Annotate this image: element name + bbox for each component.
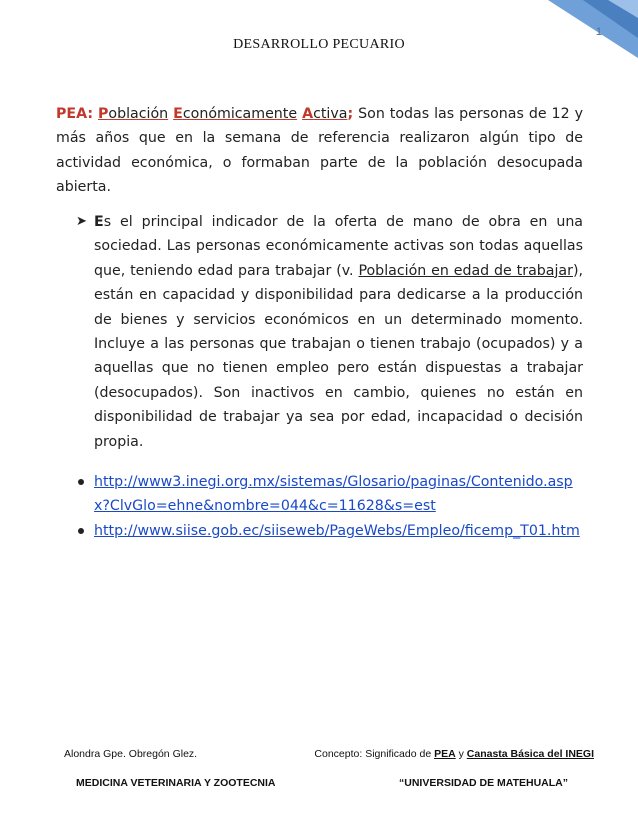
- definition-term: PEA:: [56, 106, 94, 122]
- bullet-text-before: s el principal indicador de la oferta de mano de obra en una sociedad. Las personas económicamente activas son todas aquellas que, teniendo edad para trabajar (v.: [94, 214, 583, 279]
- header-title: DESARROLLO PECUARIO: [233, 37, 405, 52]
- siise-link[interactable]: http://www.siise.gob.ec/siiseweb/PageWebs/Empleo/ficemp_T01.htm: [94, 522, 580, 539]
- definition-word-1: Población: [98, 106, 169, 122]
- definition-paragraph: [56, 102, 583, 200]
- bullet-dot-icon: [78, 528, 84, 534]
- inegi-link[interactable]: http://www3.inegi.org.mx/sistemas/Glosario/paginas/Contenido.aspx?ClvGlo=ehne&nombre=044&c=11628&s=est: [94, 474, 573, 515]
- footer-author: Alondra Gpe. Obregón Glez.: [64, 748, 198, 760]
- bullet-dot-icon: [78, 479, 84, 485]
- definition-separator: ;: [347, 106, 354, 122]
- arrow-bullet-icon: ➤: [76, 214, 87, 229]
- list-item: [76, 470, 586, 519]
- bullet-first-letter: E: [94, 214, 104, 230]
- footer-concept: Concepto: Significado de PEA y Canasta Básica del INEGI: [314, 748, 594, 760]
- bullet-reference: Población en edad de trabajar: [358, 262, 573, 279]
- bullet-text-after: ), están en capacidad y disponibilidad para dedicarse a la producción de bienes y servicios económicos en un determinado momento. Incluye a las personas que trabajan o tienen trabajo (ocupados) y a aquellas que no tienen empleo pero están dispuestas a trabajar (desocupados). Son inactivos en cambio, quienes no están en disponibilidad de trabajar ya sea por edad, incapacidad o decisión propia.: [94, 262, 583, 450]
- definition-text: Son todas las personas de 12 y más años que en la semana de referencia realizaron algún tipo de actividad económica, o formaban parte de la población desocupada abierta.: [56, 106, 583, 196]
- footer-career: MEDICINA VETERINARIA Y ZOOTECNIA: [76, 777, 276, 789]
- page-number: 1: [595, 26, 602, 38]
- list-item: [76, 519, 586, 543]
- footer-university: “UNIVERSIDAD DE MATEHUALA”: [399, 777, 568, 789]
- definition-word-2: Económicamente: [173, 106, 298, 122]
- link-list: [76, 470, 586, 543]
- definition-word-3: Activa: [302, 106, 348, 122]
- arrow-bullet-item: [76, 210, 583, 454]
